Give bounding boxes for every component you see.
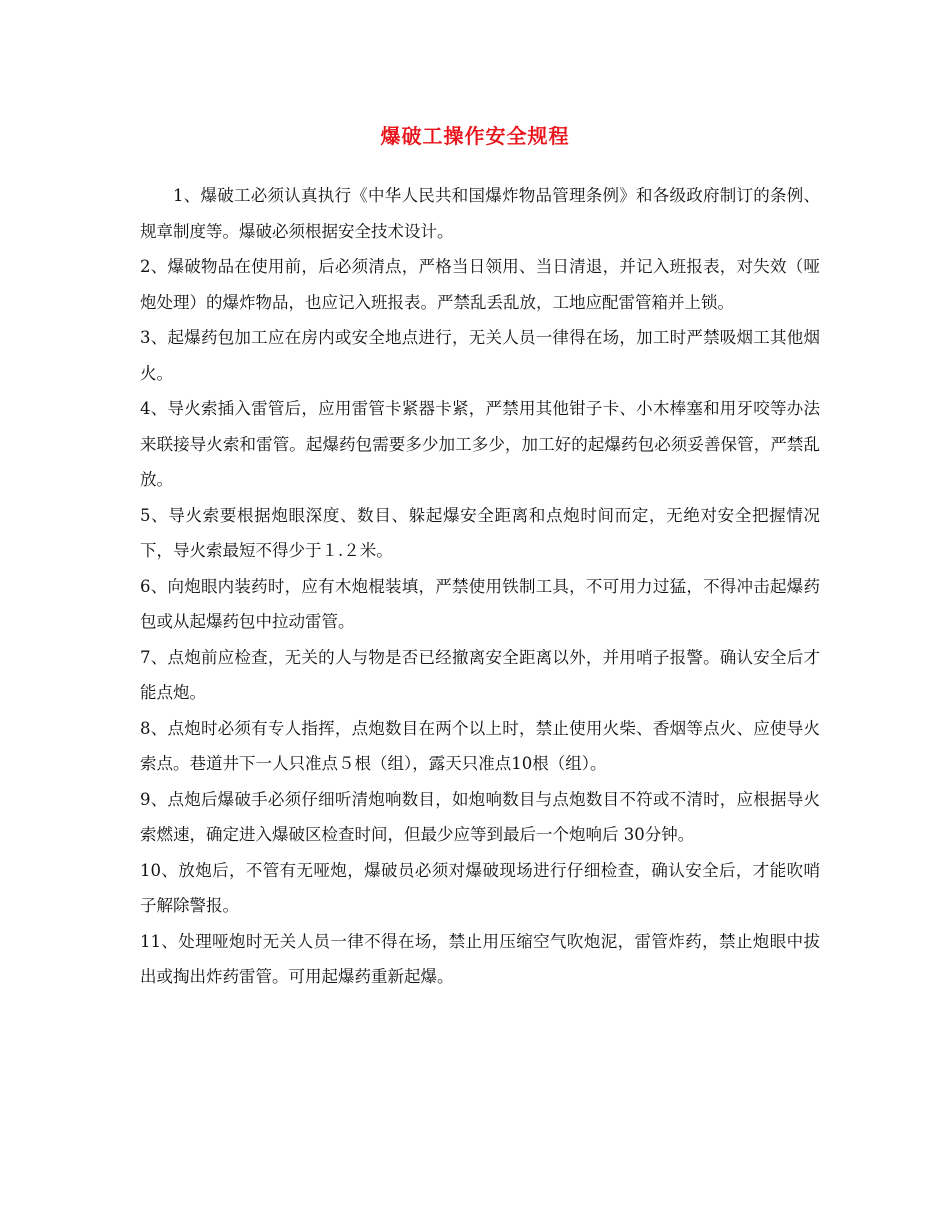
paragraph-1: 1、爆破工必须认真执行《中华人民共和国爆炸物品管理条例》和各级政府制订的条例、规章制度等。爆破必须根据安全技术设计。 — [140, 186, 820, 241]
document-body — [140, 178, 820, 995]
paragraph-4: 4、导火索插入雷管后，应用雷管卡紧器卡紧，严禁用其他钳子卡、小木棒塞和用牙咬等办法来联接导火索和雷管。起爆药包需要多少加工多少，加工好的起爆药包必须妥善保管，严禁乱放。 — [140, 399, 820, 489]
paragraph-8: 8、点炮时必须有专人指挥，点炮数目在两个以上时，禁止使用火柴、香烟等点火、应使导火索点。巷道井下一人只准点５根（组），露天只准点10根（组）。 — [140, 718, 820, 773]
paragraph-6: 6、向炮眼内装药时，应有木炮棍装填，严禁使用铁制工具，不可用力过猛，不得冲击起爆药包或从起爆药包中拉动雷管。 — [140, 576, 820, 631]
paragraph-11: 11、处理哑炮时无关人员一律不得在场，禁止用压缩空气吹炮泥，雷管炸药，禁止炮眼中拔出或掏出炸药雷管。可用起爆药重新起爆。 — [140, 931, 820, 986]
paragraph-2: 2、爆破物品在使用前，后必须清点，严格当日领用、当日清退，并记入班报表，对失效（哑炮处理）的爆炸物品，也应记入班报表。严禁乱丢乱放，工地应配雷管箱并上锁。 — [140, 257, 820, 312]
paragraph-3: 3、起爆药包加工应在房内或安全地点进行，无关人员一律得在场，加工时严禁吸烟工其他烟火。 — [140, 328, 820, 383]
document-title: 爆破工操作安全规程 — [380, 124, 570, 148]
paragraph-10: 10、放炮后，不管有无哑炮，爆破员必须对爆破现场进行仔细检查，确认安全后，才能吹哨子解除警报。 — [140, 860, 820, 915]
paragraph-7: 7、点炮前应检查，无关的人与物是否已经撤离安全距离以外，并用哨子报警。确认安全后才能点炮。 — [140, 647, 820, 702]
paragraph-9: 9、点炮后爆破手必须仔细听清炮响数目，如炮响数目与点炮数目不符或不清时，应根据导火索燃速，确定进入爆破区检查时间，但最少应等到最后一个炮响后 30分钟。 — [140, 789, 820, 844]
paragraph-5: 5、导火索要根据炮眼深度、数目、躲起爆安全距离和点炮时间而定，无绝对安全把握情况下，导火索最短不得少于１.２米。 — [140, 505, 820, 560]
